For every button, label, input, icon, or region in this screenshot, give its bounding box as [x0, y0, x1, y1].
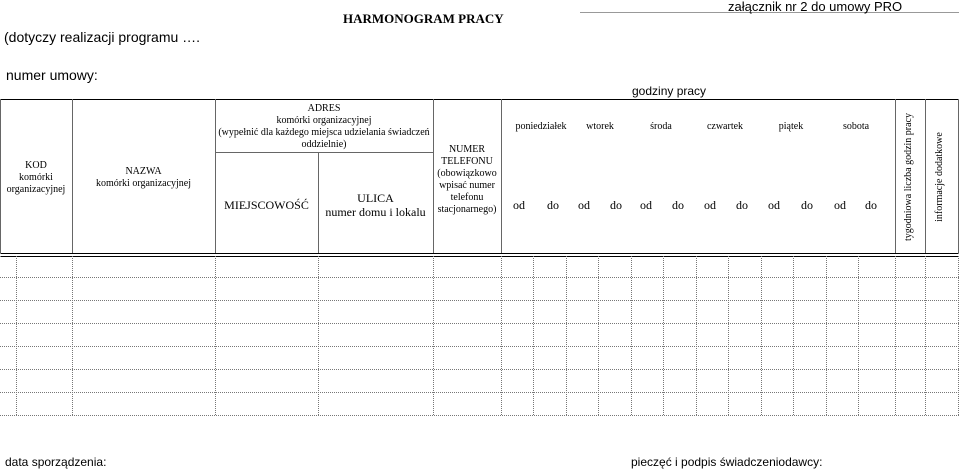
saturday-to: do: [865, 198, 877, 212]
street-column-header: ULICA numer domu i lokalu: [325, 191, 426, 219]
stamp-signature-label: pieczęć i podpis świadczeniodawcy:: [631, 455, 823, 469]
code-column-header: KOD komórki organizacyjnej: [6, 160, 66, 195]
wednesday-to: do: [672, 198, 684, 212]
date-prepared-label: data sporządzenia:: [5, 455, 107, 469]
day-friday: piątek: [778, 121, 804, 132]
wednesday-from: od: [640, 198, 652, 212]
contract-number-label: numer umowy:: [6, 67, 98, 83]
phone-column-header: NUMER TELEFONU (obowiązkowo wpisać numer telefonu stacjonarnego): [437, 144, 497, 215]
day-monday: poniedziałek: [515, 121, 567, 132]
program-label: (dotyczy realizacji programu ….: [4, 29, 201, 45]
name-column-header: NAZWA komórki organizacyjnej: [95, 166, 192, 189]
day-tuesday: wtorek: [586, 121, 614, 132]
day-thursday: czwartek: [706, 121, 744, 132]
tuesday-to: do: [610, 198, 622, 212]
monday-from: od: [513, 198, 525, 212]
page-title: HARMONOGRAM PRACY: [343, 11, 504, 26]
address-column-header: ADRES komórki organizacyjnej (wypełnić dla każdego miejsca udzielania świadczeń oddzielnie): [218, 103, 430, 150]
thursday-to: do: [736, 198, 748, 212]
thursday-from: od: [704, 198, 716, 212]
friday-to: do: [801, 198, 813, 212]
monday-to: do: [547, 198, 559, 212]
city-column-header: MIEJSCOWOŚĆ: [224, 198, 309, 212]
weekly-hours-header: tygodniowa liczba godzin pracy: [903, 113, 914, 242]
additional-info-header: informacje dodatkowe: [934, 132, 945, 222]
annex-label: załącznik nr 2 do umowy PRO: [728, 0, 903, 14]
tuesday-from: od: [578, 198, 590, 212]
friday-from: od: [768, 198, 780, 212]
working-hours-header: godziny pracy: [632, 84, 707, 98]
saturday-from: od: [834, 198, 846, 212]
day-saturday: sobota: [842, 121, 870, 132]
day-wednesday: środa: [650, 121, 672, 132]
